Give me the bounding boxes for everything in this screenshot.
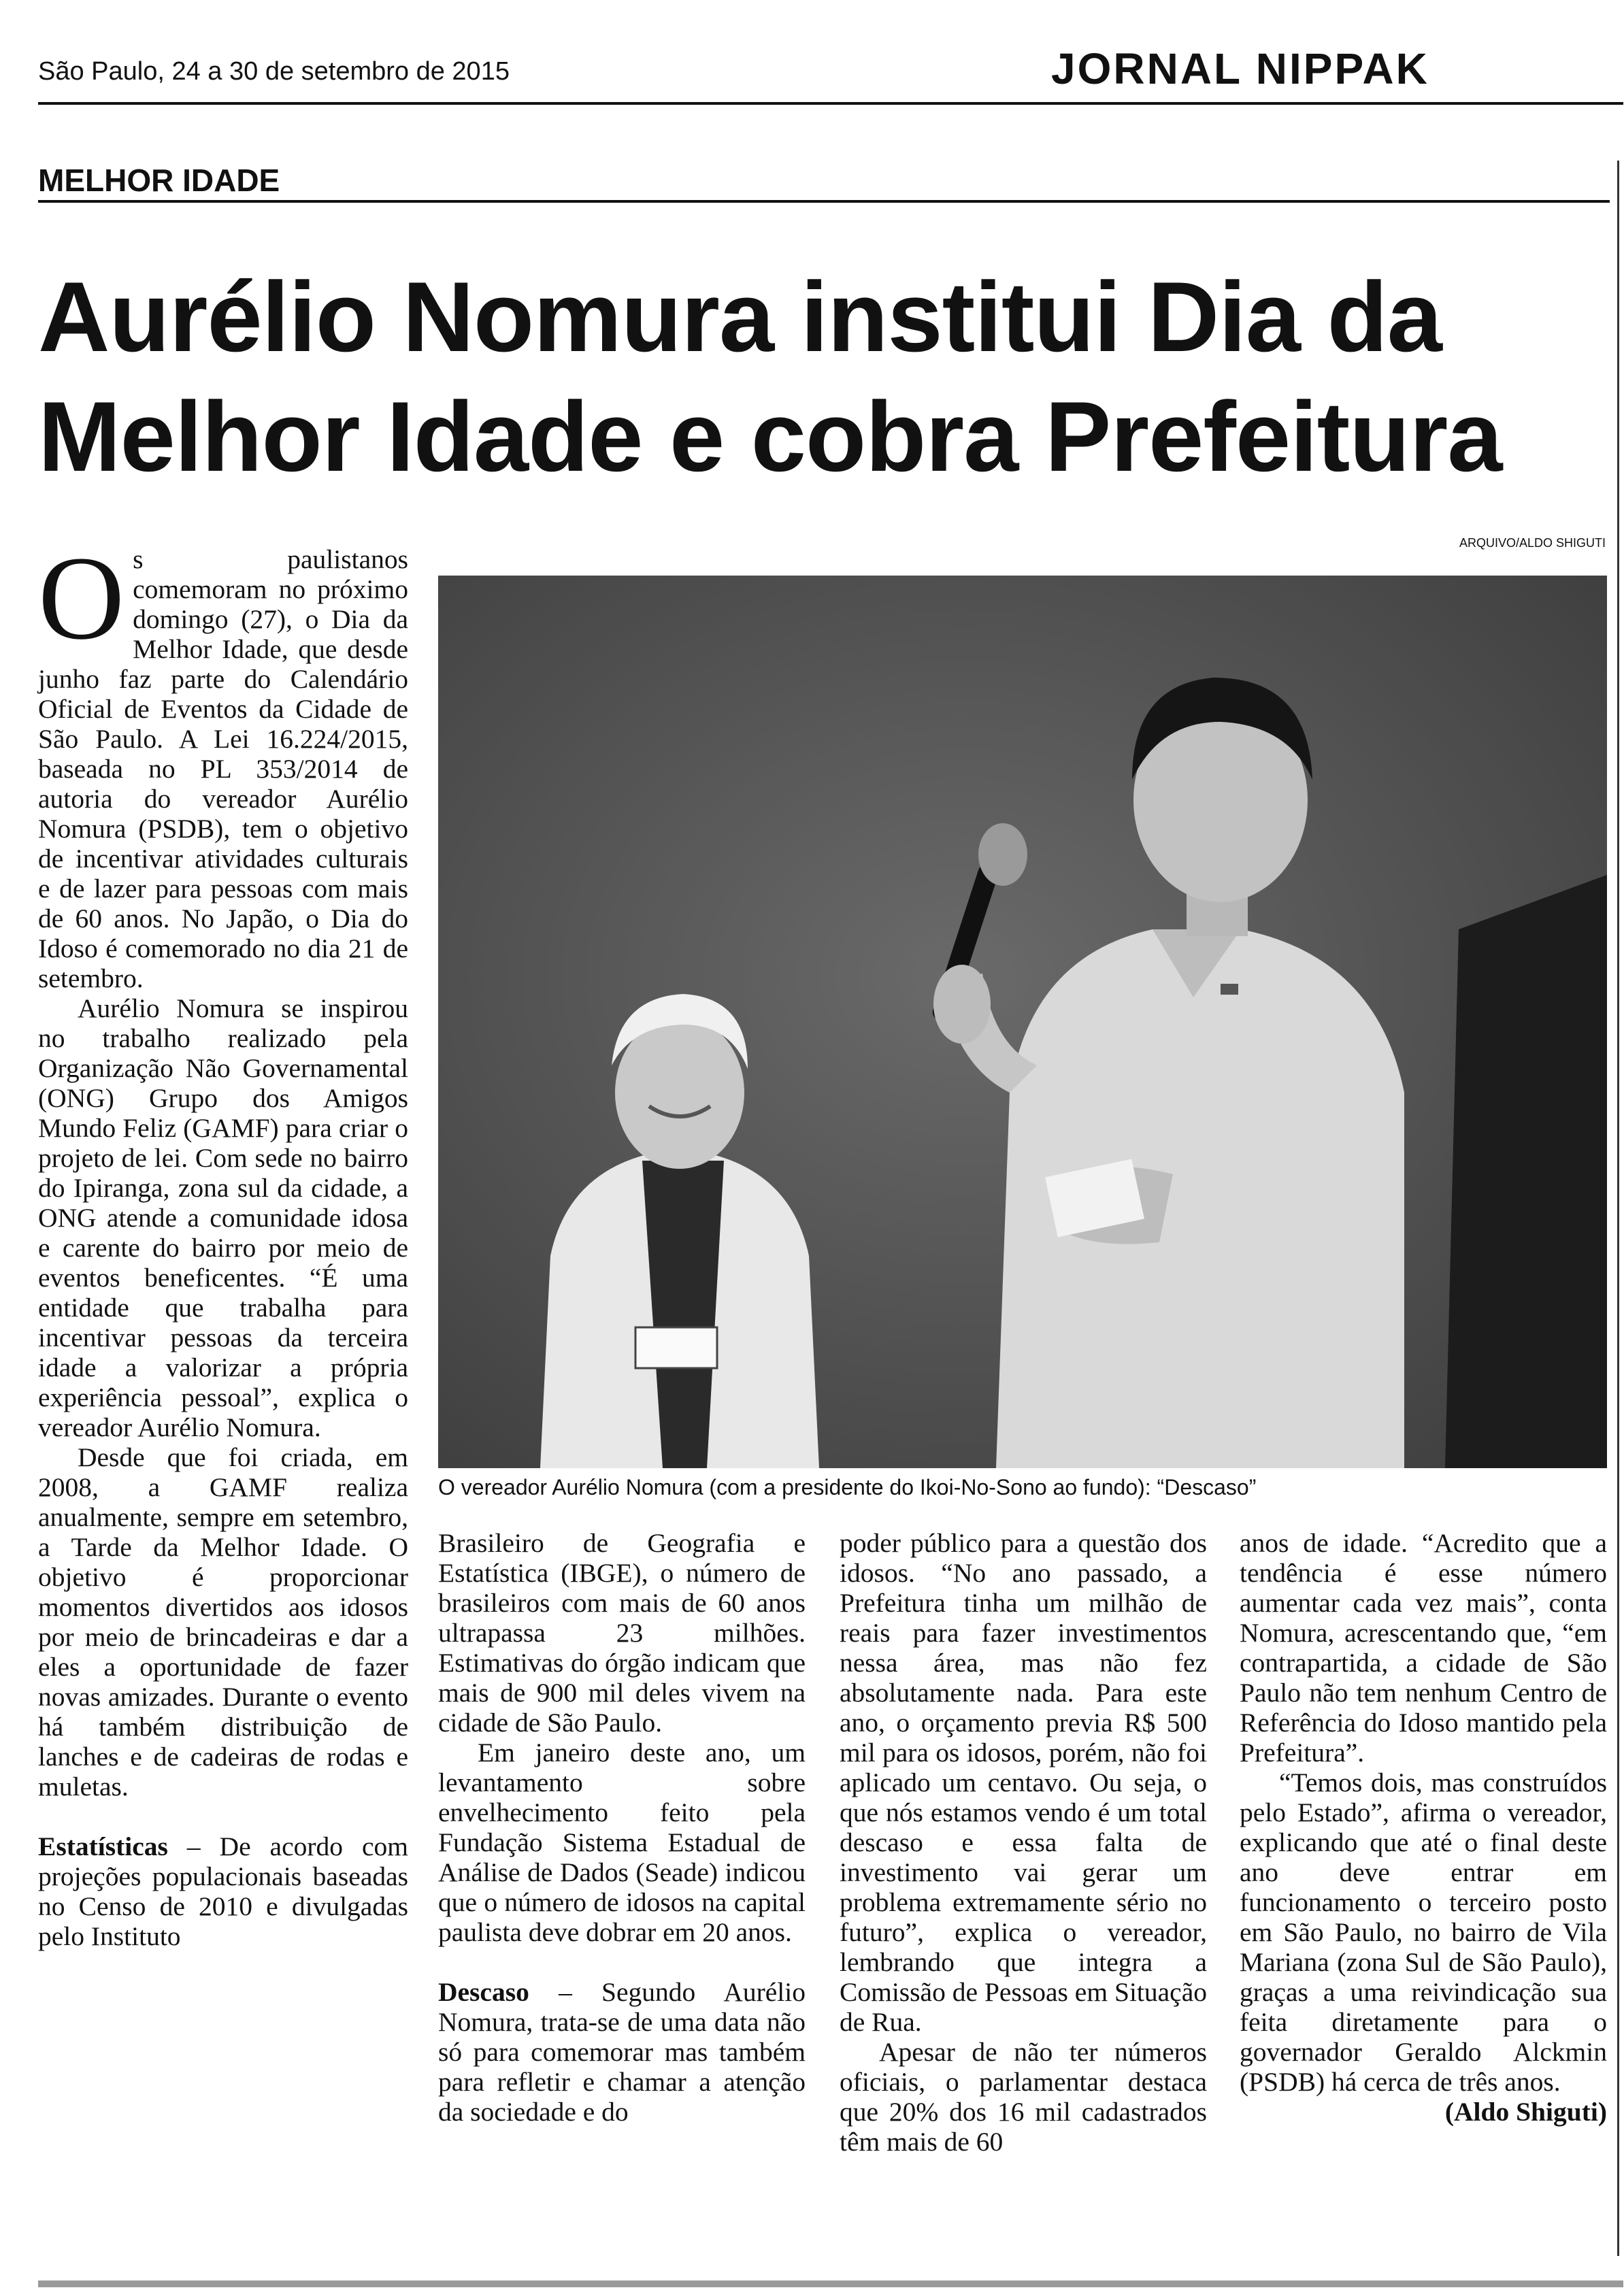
article-photo (438, 576, 1607, 1468)
photo-illustration (438, 576, 1607, 1468)
paragraph-4-text: – De acordo com projeções populacionais baseadas no Censo de 2010 e divulgadas pelo Instituto (38, 1831, 408, 1951)
article-column-4 (1240, 1528, 1607, 2127)
drop-cap: O (38, 532, 125, 665)
paragraph-2: Aurélio Nomura se inspirou no trabalho realizado pela Organização Não Governamental (ONG) Grupo dos Amigos Mundo Feliz (GAMF) para criar o projeto de lei. Com sede no bairro do Ipiranga, zona sul da cidade, a ONG atende a comunidade idosa e carente do bairro por meio de eventos beneficentes. “É uma entidade que trabalha para incentivar pessoas da terceira idade a valorizar a própria experiência pessoal”, explica o vereador Aurélio Nomura. (38, 993, 408, 1442)
top-rule (38, 102, 1623, 105)
subhead-descaso: Descaso (438, 1977, 529, 2007)
section-rule (38, 200, 1610, 203)
subhead-estatisticas: Estatísticas (38, 1831, 168, 1861)
column-border (1617, 161, 1619, 2256)
paragraph-4-continued: Brasileiro de Geografia e Estatística (IBGE), o número de brasileiros com mais de 60 anos ultrapassa 23 milhões. Estimativas do órgão indicam que mais de 900 mil deles vivem na cidade de São Paulo. (438, 1528, 806, 1738)
paragraph-6-text: – Segundo Aurélio Nomura, trata-se de uma data não só para comemorar mas também para refletir e chamar a atenção da sociedade e do (438, 1977, 806, 2127)
paragraph-7: Apesar de não ter números oficiais, o parlamentar destaca que 20% dos 16 mil cadastrados têm mais de 60 (840, 2037, 1207, 2157)
paragraph-6 (438, 1977, 806, 2127)
paragraph-8: “Temos dois, mas construídos pelo Estado”, afirma o vereador, explicando que até o final deste ano deve entrar em funcionamento o terceiro posto em São Paulo, no bairro de Vila Mariana (zona Sul de São Paulo), graças a uma reivindicação sua feita diretamente para o governador Geraldo Alckmin (PSDB) há cerca de três anos. (1240, 1768, 1607, 2097)
article-column-1 (38, 532, 408, 1951)
paragraph-3: Desde que foi criada, em 2008, a GAMF realiza anualmente, sempre em setembro, a Tarde da Melhor Idade. O objetivo é proporcionar momentos divertidos aos idosos por meio de brincadeiras e dar a eles a oportunidade de fazer novas amizades. Durante o evento há também distribuição de lanches e de cadeiras de rodas e muletas. (38, 1442, 408, 1802)
author-signature: (Aldo Shiguti) (1444, 2097, 1607, 2127)
photo-caption: O vereador Aurélio Nomura (com a presidente do Ikoi-No-Sono ao fundo): “Descaso” (438, 1475, 1257, 1499)
photo-credit: ARQUIVO/ALDO SHIGUTI (1459, 536, 1606, 550)
headline: Aurélio Nomura institui Dia da Melhor Idade e cobra Prefeitura (38, 261, 1502, 492)
paragraph-6-continued: poder público para a questão dos idosos. “No ano passado, a Prefeitura tinha um milhão de reais para fazer investimentos nessa área, mas não fez absolutamente nada. Para este ano, o orçamento previa R$ 500 mil para os idosos, porém, não foi aplicado um centavo. Ou seja, o que nós estamos vendo é um total descaso e essa falta de investimento vai gerar um problema extremamente sério no futuro”, explica o vereador, lembrando que integra a Comissão de Pessoas em Situação de Rua. (840, 1528, 1207, 2037)
paragraph-1-text: s paulistanos comemoram no próximo domingo (27), o Dia da Melhor Idade, que desde junho faz parte do Calendário Oficial de Eventos da Cidade de São Paulo. A Lei 16.224/2015, baseada no PL 353/2014 de autoria do vereador Aurélio Nomura (PSDB), tem o objetivo de incentivar atividades culturais e de lazer para pessoas com mais de 60 anos. No Japão, o Dia do Idoso é comemorado no dia 21 de setembro. (38, 544, 408, 993)
masthead: JORNAL NIPPAK (1051, 44, 1429, 93)
section-label: MELHOR IDADE (38, 163, 280, 198)
article-column-2 (438, 1528, 806, 2127)
article-column-3 (840, 1528, 1207, 2157)
paragraph-1 (38, 532, 408, 993)
bottom-rule (38, 2280, 1623, 2287)
paragraph-5: Em janeiro deste ano, um levantamento sobre envelhecimento feito pela Fundação Sistema Estadual de Análise de Dados (Seade) indicou que o número de idosos na capital paulista deve dobrar em 20 anos. (438, 1738, 806, 1947)
paragraph-7-continued: anos de idade. “Acredito que a tendência é esse número aumentar cada vez mais”, conta Nomura, acrescentando que, “em contrapartida, a cidade de São Paulo não tem nenhum Centro de Referência do Idoso mantido pela Prefeitura”. (1240, 1528, 1607, 1768)
paragraph-4 (38, 1831, 408, 1951)
dateline: São Paulo, 24 a 30 de setembro de 2015 (38, 57, 510, 86)
